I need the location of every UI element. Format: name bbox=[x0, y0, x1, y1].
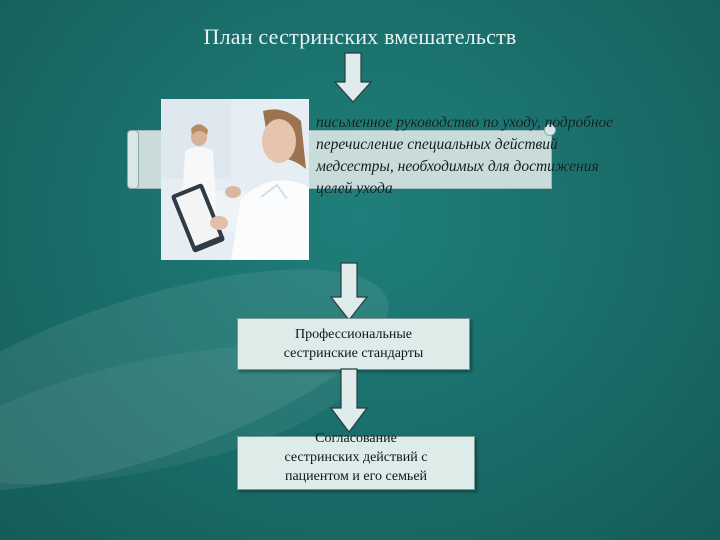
agreement-box bbox=[237, 431, 475, 490]
nurse-illustration bbox=[161, 99, 309, 260]
standards-line-1: Профессиональные bbox=[295, 327, 412, 342]
arrow-down-3 bbox=[329, 368, 369, 434]
arrow-down-1 bbox=[333, 52, 373, 104]
nurse-photo bbox=[161, 99, 309, 260]
agreement-line-2: сестринских действий с bbox=[284, 450, 428, 465]
agreement-line-3: пациентом и его семьей bbox=[284, 469, 428, 484]
scroll-curl-left bbox=[127, 130, 139, 189]
arrow-down-2 bbox=[329, 262, 369, 322]
standards-line-2: сестринские стандарты bbox=[283, 346, 424, 361]
slide-title: План сестринских вмешательств bbox=[203, 24, 517, 49]
definition-text: письменное руководство по уходу, подробное перечисление специальных действий медсестры, необходимых для достижения целей ухода bbox=[316, 114, 614, 197]
standards-box bbox=[237, 318, 470, 370]
agreement-line-1: Согласование bbox=[315, 431, 397, 446]
